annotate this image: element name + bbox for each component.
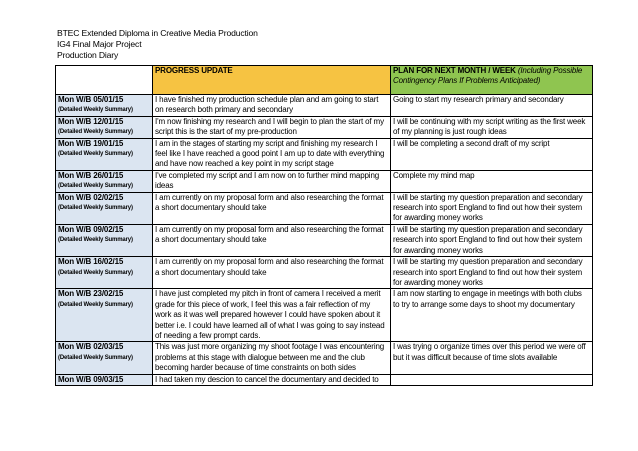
- summary-label: (Detailed Weekly Summary): [58, 151, 133, 158]
- table-row: [56, 116, 593, 138]
- table-row: [56, 224, 593, 256]
- project-title: IG4 Final Major Project: [57, 39, 142, 49]
- week-label: Mon W/B 09/02/15: [58, 224, 124, 234]
- summary-label: (Detailed Weekly Summary): [58, 205, 133, 212]
- week-label: Mon W/B 16/02/15: [58, 257, 124, 267]
- week-cell: [56, 257, 153, 289]
- week-label: Mon W/B 19/01/15: [58, 138, 124, 148]
- summary-label: (Detailed Weekly Summary): [58, 237, 133, 244]
- week-label: Mon W/B 23/02/15: [58, 289, 124, 299]
- header-corner-cell: [56, 66, 153, 95]
- table-row: [56, 170, 593, 192]
- week-cell: [56, 170, 153, 192]
- week-cell: [56, 95, 153, 117]
- table-row: [56, 138, 593, 170]
- plan-cell: I will be starting my question preparation and secondary research into sport England to find out how their system for awarding money works: [391, 224, 593, 256]
- plan-cell: I will be starting my question preparation and secondary research into sport England to find out how their system for awarding money works: [391, 257, 593, 289]
- diary-title: Production Diary: [57, 50, 119, 60]
- progress-cell: I had taken my descion to cancel the documentary and decided to: [153, 374, 391, 385]
- progress-cell: I've completed my script and I am now on to further mind mapping ideas: [153, 170, 391, 192]
- progress-cell: This was just more organizing my shoot footage I was encountering problems at this stage with dialogue between me and the club becoming harder because of time constraints on both sides: [153, 342, 391, 374]
- table-header-row: [56, 66, 593, 95]
- plan-cell: Complete my mind map: [391, 170, 593, 192]
- plan-cell: Going to start my research primary and secondary: [391, 95, 593, 117]
- progress-cell: I have just completed my pitch in front of camera I received a merit grade for this piece of work, I feel this was a fair reflection of my work as it was well prepared however I could have spoken about it better i.e. I could have learned all of what I was going to say instead of needing a few prompt cards.: [153, 289, 391, 342]
- progress-cell: I am currently on my proposal form and also researching the format a short documentary should take: [153, 224, 391, 256]
- plan-cell: I was trying o organize times over this period we were off but it was difficult because of time slots available: [391, 342, 593, 374]
- production-diary-table: [55, 65, 593, 386]
- summary-label: (Detailed Weekly Summary): [58, 301, 133, 308]
- course-title: BTEC Extended Diploma in Creative Media Production: [57, 28, 258, 38]
- progress-cell: I am in the stages of starting my script and finishing my research I feel like I have reached a good point I am up to date with everything and have now reached a key point in my script stage: [153, 138, 391, 170]
- plan-header: [391, 66, 593, 95]
- document-header: [57, 28, 258, 61]
- table-row: [56, 192, 593, 224]
- table-row: [56, 95, 593, 117]
- progress-cell: I'm now finishing my research and I will begin to plan the start of my script this is the start of my pre-production: [153, 116, 391, 138]
- week-cell: [56, 224, 153, 256]
- week-cell: [56, 289, 153, 342]
- plan-cell: I will be starting my question preparation and secondary research into sport England to find out how their system for awarding money works: [391, 192, 593, 224]
- progress-update-header: PROGRESS UPDATE: [153, 66, 391, 95]
- summary-label: (Detailed Weekly Summary): [58, 183, 133, 190]
- plan-cell: I will be continuing with my script writing as the first week of my planning is just rough ideas: [391, 116, 593, 138]
- week-label: Mon W/B 02/03/15: [58, 342, 124, 352]
- table-row: [56, 257, 593, 289]
- plan-header-note: (Including Possible Contingency Plans If Problems Anticipated): [393, 66, 583, 86]
- week-label: Mon W/B 12/01/15: [58, 116, 124, 126]
- week-cell: [56, 116, 153, 138]
- progress-cell: I am currently on my proposal form and also researching the format a short documentary should take: [153, 257, 391, 289]
- week-label: Mon W/B 02/02/15: [58, 192, 124, 202]
- plan-cell: [391, 374, 593, 385]
- week-label: Mon W/B 09/03/15: [58, 374, 124, 384]
- week-label: Mon W/B 05/01/15: [58, 95, 124, 104]
- table-row: [56, 342, 593, 374]
- summary-label: (Detailed Weekly Summary): [58, 129, 133, 136]
- week-cell: [56, 374, 153, 385]
- progress-cell: I am currently on my proposal form and also researching the format a short documentary should take: [153, 192, 391, 224]
- week-cell: [56, 138, 153, 170]
- table-row: [56, 289, 593, 342]
- summary-label: (Detailed Weekly Summary): [58, 354, 133, 361]
- plan-cell: I will be completing a second draft of my script: [391, 138, 593, 170]
- summary-label: (Detailed Weekly Summary): [58, 107, 133, 114]
- progress-cell: I have finished my production schedule plan and am going to start on research both primary and secondary: [153, 95, 391, 117]
- week-cell: [56, 192, 153, 224]
- summary-label: (Detailed Weekly Summary): [58, 269, 133, 276]
- week-cell: [56, 342, 153, 374]
- table-row: [56, 374, 593, 385]
- week-label: Mon W/B 26/01/15: [58, 170, 124, 180]
- plan-cell: I am now starting to engage in meetings with both clubs to try to arrange some days to shoot my documentary: [391, 289, 593, 342]
- diary-table-body: [56, 66, 593, 386]
- plan-header-label: PLAN FOR NEXT MONTH / WEEK: [393, 66, 516, 75]
